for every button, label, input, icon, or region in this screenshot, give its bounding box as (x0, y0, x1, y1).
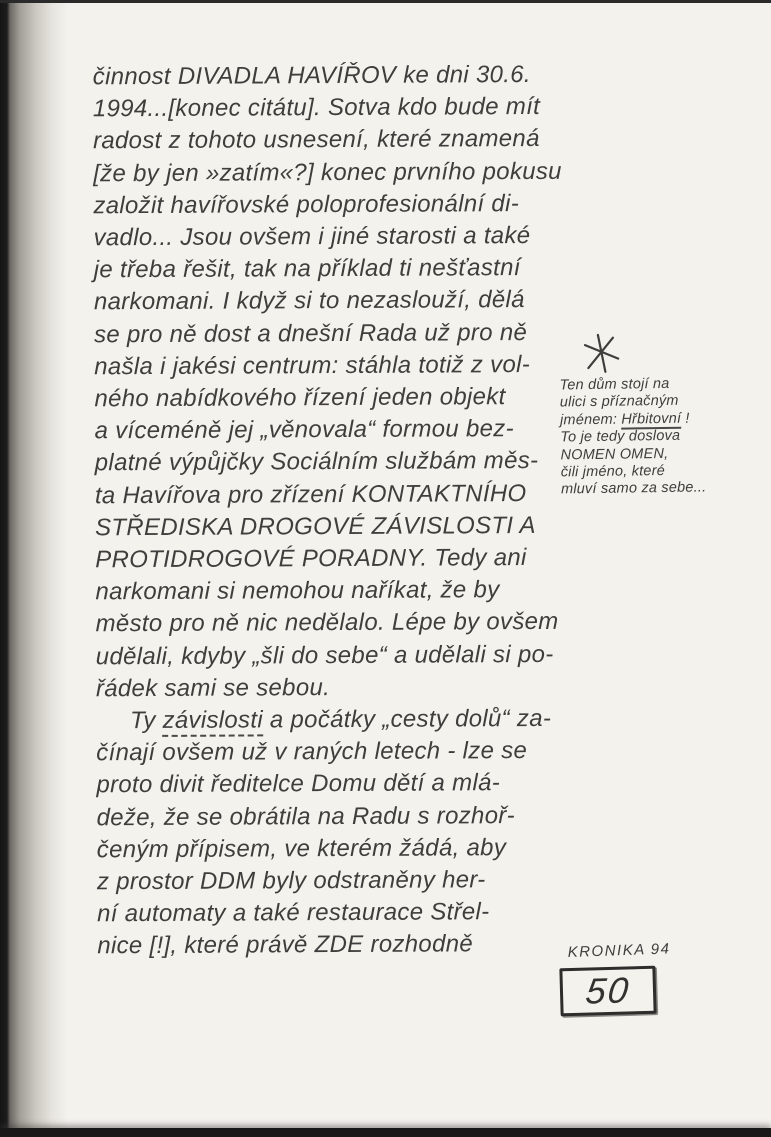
text-line: narkomani si nemohou naříkat, že by (95, 576, 500, 606)
text-line: proto divit ředitelce Domu dětí a mlá- (96, 769, 501, 799)
text-line: udělali, kdyby „šli do sebe“ a udělali si po- (95, 640, 554, 670)
margin-note-line: Ten dům stojí na (559, 375, 670, 394)
text-line: činnost DIVADLA HAVÍŘOV ke dni 30.6. (92, 60, 531, 91)
scan-edge-bottom (0, 1128, 771, 1137)
margin-note-text (559, 375, 767, 500)
text-line: [že by jen »zatím«?] konec prvního pokusu (93, 157, 562, 187)
text-line: a víceméně jej „věnovala“ formou bez- (94, 415, 514, 445)
text-line: z prostor DDM byly odstraněny her- (96, 866, 486, 896)
margin-note-line: NOMEN OMEN, (560, 445, 669, 464)
text-line: se pro ně dost a dnešní Rada už pro ně (94, 318, 528, 348)
chronicle-label: KRONIKA 94 (567, 940, 671, 961)
margin-note-line: mluví samo za sebe... (560, 479, 707, 498)
text-line: nice [!], které právě ZDE rozhodně (97, 930, 474, 960)
text-line: ní automaty a také restaurace Střel- (97, 898, 490, 928)
page-number: 50 (583, 969, 633, 1012)
text-line: ta Havířova pro zřízení KONTAKTNÍHO (94, 479, 527, 509)
text-line: platné výpůjčky Sociálním službám měs- (94, 447, 539, 477)
margin-note (559, 329, 767, 500)
page-number-box (559, 966, 656, 1017)
margin-note-line: To je tedy doslova (560, 427, 681, 446)
text-line: STŘEDISKA DROGOVÉ ZÁVISLOSTI A (95, 511, 536, 542)
text-line: PROTIDROGOVÉ PORADNY. Tedy ani (95, 544, 527, 574)
text-line: čeným přípisem, ve kterém žádá, aby (96, 834, 507, 864)
text-line: čínají ovšem už v raných letech - lze se (96, 737, 528, 767)
text-line: narkomani. I když si to nezaslouží, dělá (93, 286, 525, 316)
text-line: ného nabídkového řízení jeden objekt (94, 383, 506, 413)
page-footer (560, 940, 671, 1015)
text-line: město pro ně nic nedělalo. Lépe by ovšem (95, 608, 559, 638)
text-line: je třeba řešit, tak na příklad ti nešťastní (93, 254, 521, 284)
text-line: radost z tohoto usnesení, které znamená (92, 125, 540, 155)
text-line: Ty závislosti a počátky „cesty dolů“ za- (96, 703, 586, 738)
scan-edge-top (0, 0, 771, 3)
margin-note-line: ulici s příznačným (559, 393, 679, 411)
text-line: deže, že se obrátila na Radu s rozhoř- (96, 801, 515, 831)
main-handwritten-text (93, 59, 588, 963)
text-line: vadlo... Jsou ovšem i jiné starosti a také (93, 222, 531, 252)
text-line: našla i jakési centrum: stáhla totiž z vol- (94, 350, 531, 381)
margin-note-line: čili jméno, které (560, 463, 666, 481)
asterisk-icon (559, 329, 766, 378)
text-line: založit havířovské poloprofesionální di- (93, 189, 520, 220)
scan-edge-left (0, 0, 68, 1137)
margin-note-line: jménem: Hřbitovní ! (559, 410, 690, 429)
text-line: řádek sami se sebou. (95, 673, 331, 703)
text-line: 1994...[konec citátu]. Sotva kdo bude mít (92, 93, 541, 123)
